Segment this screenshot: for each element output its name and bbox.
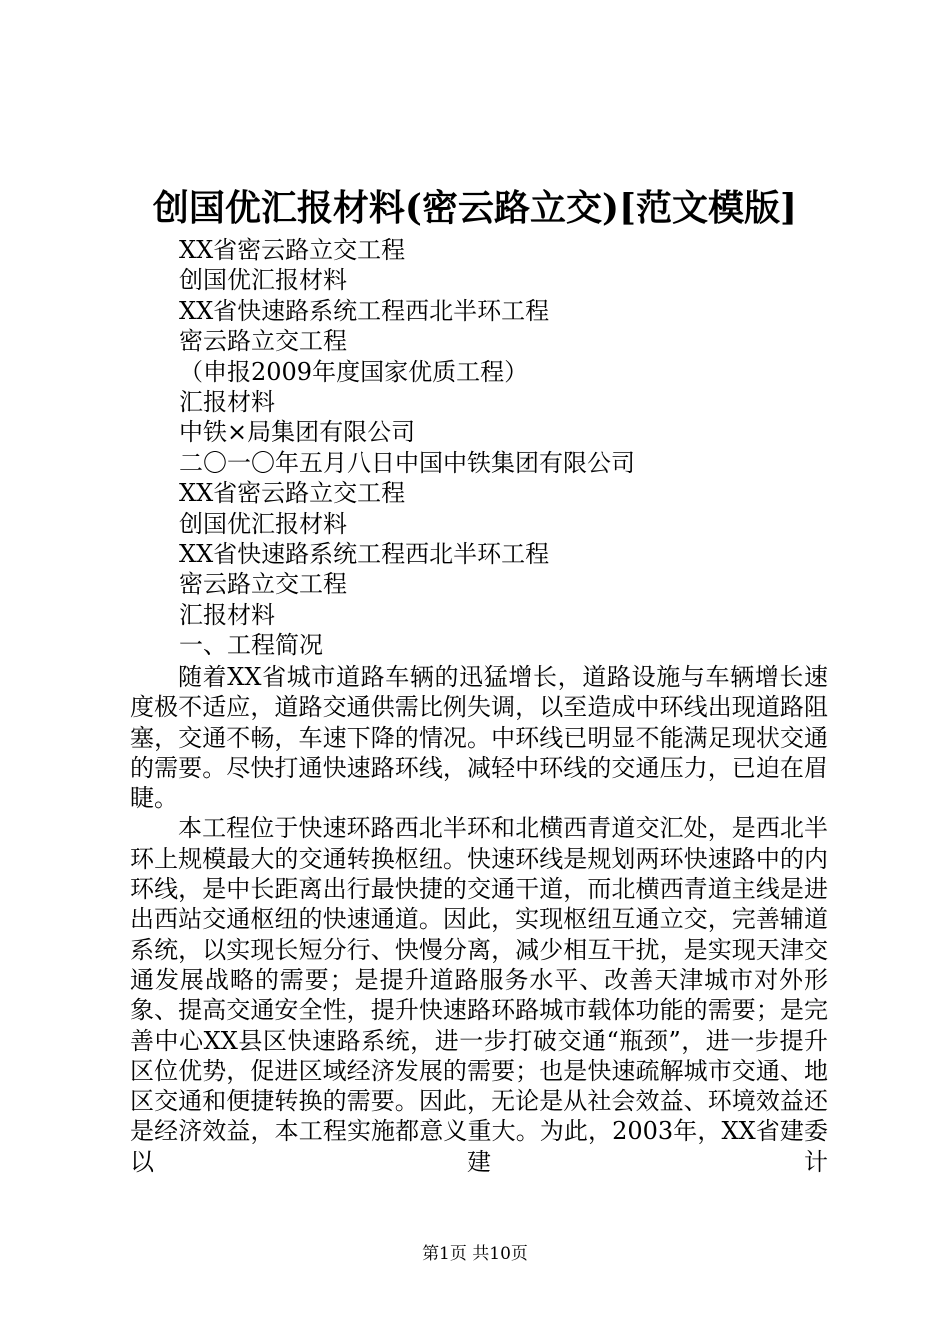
cover-lines [179, 235, 879, 660]
cover-line: 汇报材料 [179, 600, 275, 629]
section-heading: 一、工程简况 [179, 631, 323, 660]
cover-line: 创国优汇报材料 [179, 509, 347, 538]
cover-line: 创国优汇报材料 [179, 266, 347, 295]
document-title: 创国优汇报材料(密云路立交)[范文模版] [152, 187, 798, 229]
cover-line: 密云路立交工程 [179, 570, 347, 599]
page-footer: 第1页 共10页 [422, 1244, 528, 1264]
body-paragraph: 随着XX省城市道路车辆的迅猛增长，道路设施与车辆增长速度极不适应，道路交通供需比例失调，以至造成中环线出现道路阻塞，交通不畅，车速下降的情况。中环线已明显不能满足现状交通的需要。尽快打通快速路环线，减轻中环线的交通压力，已迫在眉睫。 [130, 663, 828, 813]
body-paragraph: 本工程位于快速环路西北半环和北横西青道交汇处，是西北半环上规模最大的交通转换枢纽。快速环线是规划两环快速路中的内环线，是中长距离出行最快捷的交通干道，而北横西青道主线是进出西站交通枢纽的快速通道。因此，实现枢纽互通立交，完善辅道系统，以实现长短分行、快慢分离，减少相互干扰，是实现天津交通发展战略的需要；是提升道路服务水平、改善天津城市对外形象、提高交通安全性，提升快速路环路城市载体功能的需要；是完善中心XX县区快速路系统，进一步打破交通“瓶颈”，进一步提升区位优势，促进区域经济发展的需要；也是快速疏解城市交通、地区交通和便捷转换的需要。因此，无论是从社会效益、环境效益还是经济效益，本工程实施都意义重大。为此，2003年，XX省建委以建计 [130, 814, 828, 1176]
cover-line: XX省快速路系统工程西北半环工程 [179, 539, 550, 568]
cover-line: （申报2009年度国家优质工程） [179, 357, 529, 386]
cover-line: 密云路立交工程 [179, 327, 347, 356]
cover-line: XX省快速路系统工程西北半环工程 [179, 296, 550, 325]
cover-line: XX省密云路立交工程 [179, 236, 406, 264]
cover-line: 二〇一〇年五月八日中国中铁集团有限公司 [179, 448, 635, 477]
cover-line: 中铁×局集团有限公司 [179, 418, 416, 447]
cover-line: 汇报材料 [179, 387, 275, 416]
body-text [130, 662, 828, 1177]
cover-line: XX省密云路立交工程 [179, 479, 406, 508]
